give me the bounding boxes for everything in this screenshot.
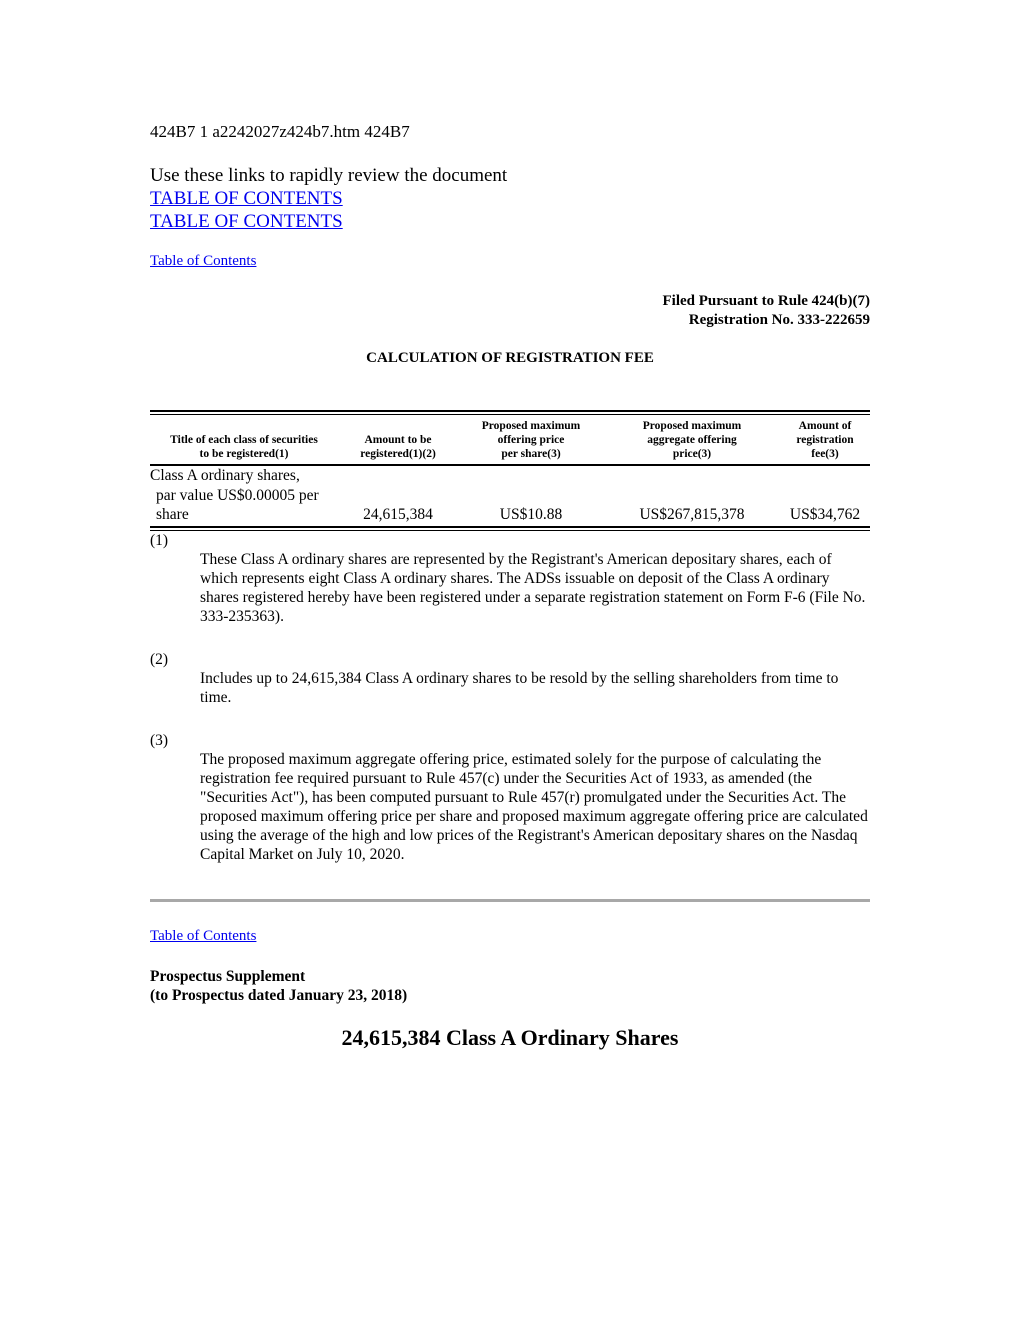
supplement-subtitle: (to Prospectus dated January 23, 2018) [150,987,408,1004]
fee-table [150,415,870,526]
table-bottom-rule [150,526,870,531]
col-header-fee: Amount of registration fee(3) [780,415,870,465]
footnote: (2) Includes up to 24,615,384 Class A ordinary shares to be resold by the selling shareholders from time to time. [150,651,839,706]
offering-heading: 24,615,384 Class A Ordinary Shares [341,1025,679,1050]
calc-title: CALCULATION OF REGISTRATION FEE [366,350,654,366]
fee-table-block [150,410,870,531]
table-of-contents-link[interactable]: Table of Contents [150,928,257,944]
table-of-contents-link[interactable]: Table of Contents [150,253,257,269]
filing-rule: Filed Pursuant to Rule 424(b)(7) [662,293,870,309]
col-header-amount: Amount to be registered(1)(2) [338,415,458,465]
cell-aggregate-price: US$267,815,378 [639,506,745,523]
cell-title: Class A ordinary shares, par value US$0.00005 per share [150,467,319,523]
prospectus-supplement [150,967,407,1005]
cell-fee: US$34,762 [789,506,861,523]
table-header-row [150,415,870,465]
cell-amount: 24,615,384 [363,506,433,523]
footnote: (1) These Class A ordinary shares are represented by the Registrant's American depositary shares, each of which represents eight Class A ordinary shares. The ADSs issuable on deposit of the Class A ordinary shares registered hereby have been registered under a separate registration statement on Form F-6 (File No. 333-235363). [150,532,866,625]
intro-block [150,164,507,233]
section-divider [150,899,870,902]
filing-info [663,292,871,330]
footnote: (3) The proposed maximum aggregate offering price, estimated solely for the purpose of calculating the registration fee required pursuant to Rule 457(c) under the Securities Act of 1933, as amended (the "Securities Act"), has been computed pursuant to Rule 457(r) promulgated under the Securities Act. The proposed maximum offering price per share and proposed maximum aggregate offering price are calculated using the average of the high and low prices of the Registrant's American depositary shares on the Nasdaq Capital Market on July 10, 2020. [150,732,868,863]
footnotes [150,531,870,888]
intro-text: Use these links to rapidly review the document [150,165,508,186]
col-header-price-per-share: Proposed maximum offering price per share(3) [458,415,604,465]
registration-number: Registration No. 333-222659 [688,312,870,328]
toc-link-2[interactable]: TABLE OF CONTENTS [150,211,343,232]
filing-header: 424B7 1 a2242027z424b7.htm 424B7 [150,122,410,141]
col-header-aggregate-price: Proposed maximum aggregate offering price(3) [604,415,780,465]
cell-price-per-share: US$10.88 [499,506,563,523]
col-header-title: Title of each class of securities to be registered(1) [150,415,338,465]
supplement-title: Prospectus Supplement [150,968,306,985]
toc-link-1[interactable]: TABLE OF CONTENTS [150,188,343,209]
table-row [150,465,870,526]
